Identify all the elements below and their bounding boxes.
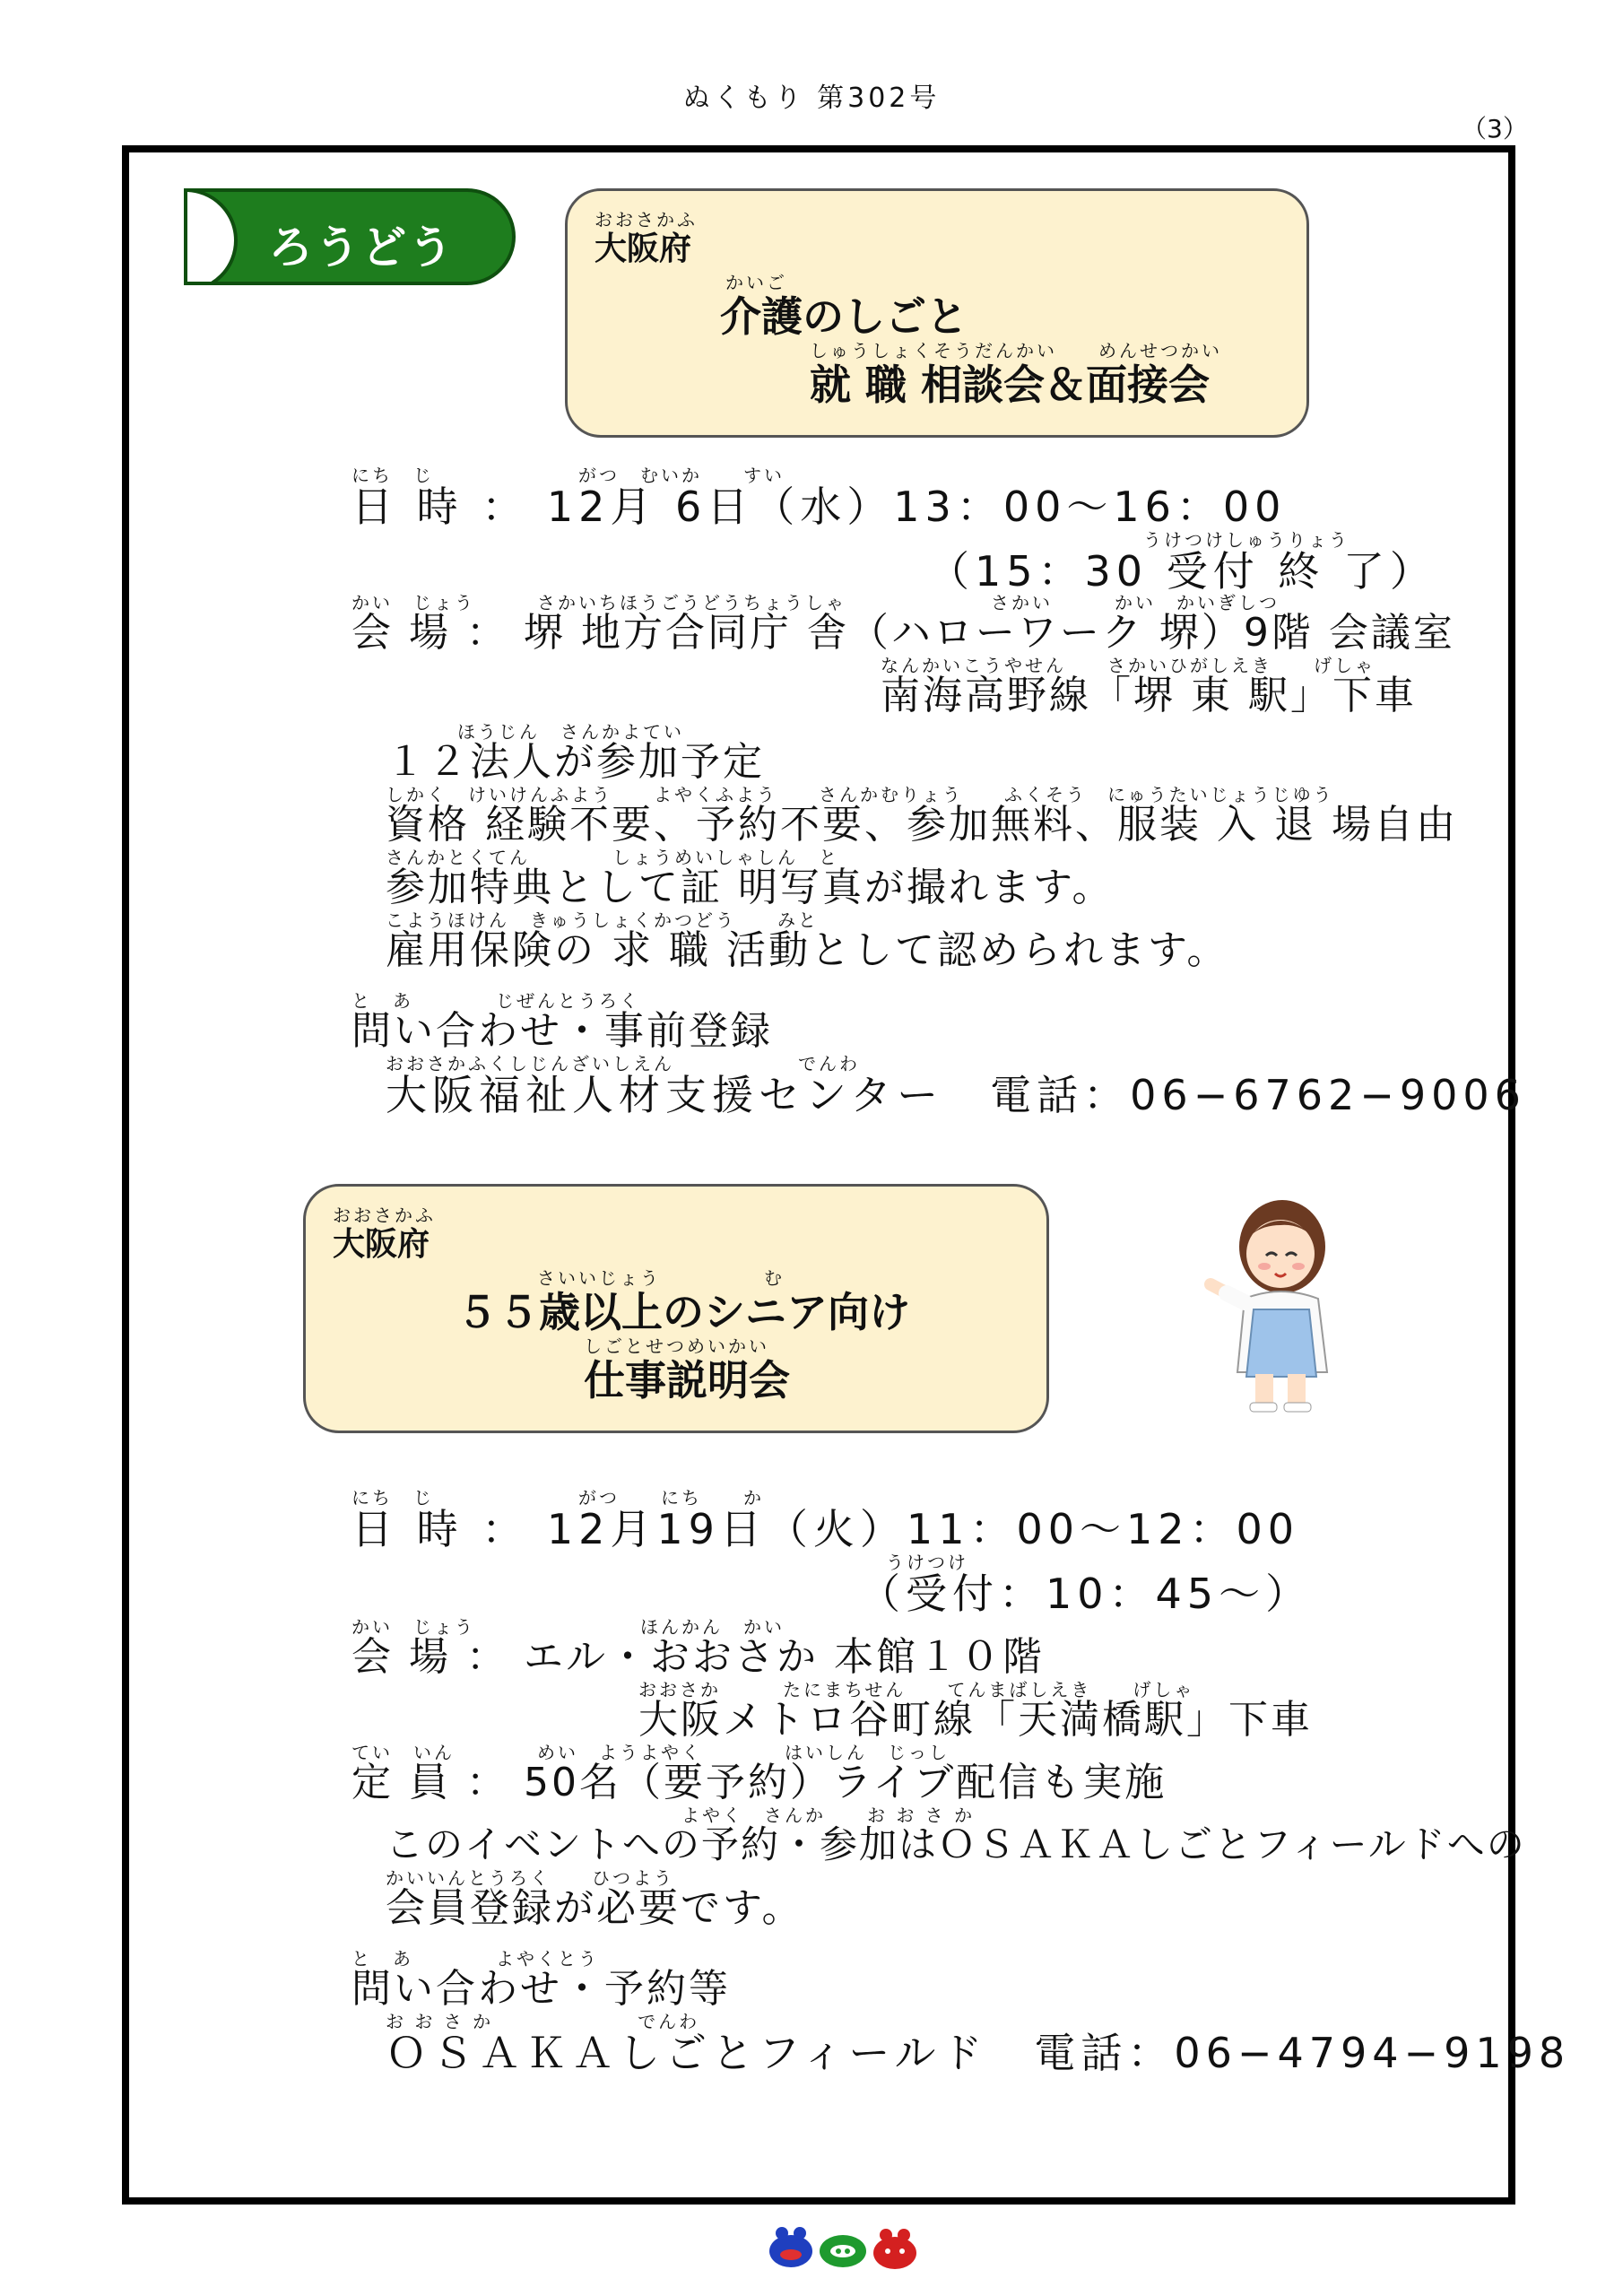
event2-pref: おおさかふ 大阪府 (333, 1205, 436, 1263)
section-label: ろうどう (268, 222, 455, 274)
event2-date-row: にち じ がつ にち か 日 時 ： 12月19日（火）11：00～12：00 (352, 1487, 1300, 1553)
event1-access: なんかいこうやせん さかいひがしえき げしゃ 南海高野線「堺 東 駅」下車 (881, 655, 1417, 718)
event2-title2: しごとせつめいかい 仕事説明会 (584, 1335, 790, 1405)
event1-line1: ほうじん さんかよてい １２法人が参加予定 (386, 721, 765, 785)
tab-notch (184, 188, 238, 285)
event2-note2: かいいんとうろく ひつよう 会員登録が必要です。 (386, 1867, 804, 1931)
content-frame (122, 145, 1515, 2205)
page-number: （3） (1462, 114, 1528, 144)
event2-title-box (303, 1184, 1049, 1433)
event1-line2: しかく けいけんふよう よやくふよう さんかむりょう ふくそう にゅうたいじょうじゆう 資格 経験不要、予約不要、参加無料、服装 入 退 場自由 (386, 784, 1458, 848)
newsletter-title: ぬくもり 第302号 (682, 83, 941, 114)
event1-venue-row: かい じょう さかいちほうごうどうちょうしゃ さかい かい かいぎしつ 会 場 ： 堺 地方合同庁 舎（ハローワーク 堺）9階 会議室 (352, 592, 1455, 656)
event2-capacity-row: てい いん めい ようよやく はいしん じっし 定 員 ： 50名（要予約）ライブ配信も実施 (352, 1742, 1167, 1805)
event1-title-box (565, 188, 1309, 438)
event2-note1: よやく さんか お お さ か このイベントへの予約・参加はＯＳＡＫＡしごとフィールドへの (386, 1805, 1526, 1866)
nurse-illustration-icon (1193, 1184, 1354, 1417)
event2-venue-row: かい じょう ほんかん かい 会 場 ： エル・おおさか 本館１０階 (352, 1616, 1045, 1680)
event1-pref: おおさかふ 大阪府 (595, 209, 698, 267)
mascot-logo-icon (762, 2215, 924, 2278)
section-tab (184, 188, 516, 285)
event1-title2: しゅうしょくそうだんかい めんせつかい 就 職 相談会＆面接会 (810, 340, 1222, 409)
event1-title1: かいご 介護のしごと (720, 272, 968, 341)
event2-title1: さいいじょう む ５５歳以上のシニア向け (456, 1267, 910, 1336)
event1-date-row: にち じ がつ むいか すい 日 時 ： 12月 6日（水）13：00～16：00 (352, 465, 1287, 531)
event1-line3: さんかとくてん しょうめいしゃしん と 参加特典として証 明写真が撮れます。 (386, 847, 1115, 910)
event2-access: おおさか たにまちせん てんまばしえき げしゃ 大阪メトロ谷町線「天満橋駅」下車 (638, 1679, 1313, 1743)
event1-contact: おおさかふくしじんざいしえん でんわ 大阪福祉人材支援センター 電話：06−6762−9006 (386, 1053, 1526, 1119)
event2-contact-label: と あ よやくとう 問い合わせ・予約等 (352, 1948, 731, 2012)
event1-line4: こようほけん きゅうしょくかつどう みと 雇用保険の 求 職 活動として認められます。 (386, 909, 1229, 973)
event1-reception: うけつけしゅうりょう （15：30 受付 終 了） (928, 529, 1436, 596)
event1-contact-label: と あ じぜんとうろく 問い合わせ・事前登録 (352, 990, 773, 1054)
event2-reception: うけつけ （受付：10：45～） (859, 1552, 1313, 1618)
event2-contact: お お さ か でんわ ＯＳＡＫＡしごとフィールド 電話：06−4794−9198 (386, 2011, 1571, 2077)
